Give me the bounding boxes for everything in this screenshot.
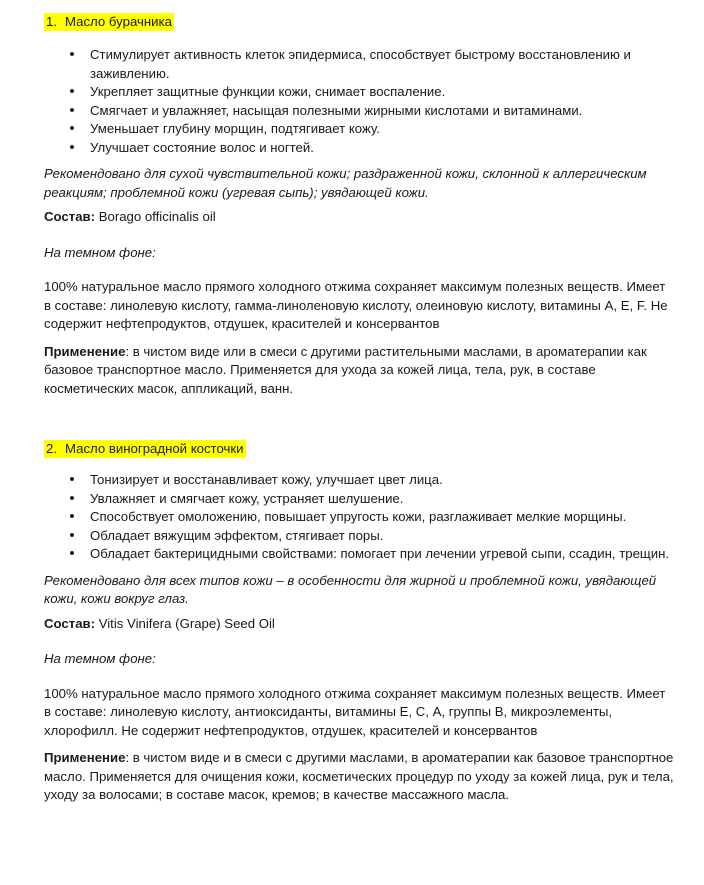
bullet-icon: • <box>69 489 75 507</box>
heading-title: Масло бурачника <box>65 14 172 29</box>
heading-number: 2. <box>46 441 57 456</box>
composition-label: Состав: <box>44 209 96 224</box>
heading-title: Масло виноградной косточки <box>65 441 244 456</box>
usage-label: Применение <box>44 343 126 359</box>
bullet-icon: • <box>69 83 75 100</box>
bullet-icon: • <box>69 101 75 119</box>
list-item <box>44 490 674 509</box>
composition-value: Vitis Vinifera (Grape) Seed Oil <box>95 615 275 631</box>
heading-number: 1. <box>46 14 57 29</box>
bullet-icon: • <box>69 471 75 488</box>
section-borage-oil <box>44 11 674 398</box>
usage-text: : в чистом виде и в смеси с другими маслами, в ароматерапии как базовое транспортное масло. Применяется для очищения кожи, косметических процедур по уходу за кожей лица, рук и тела, уходу за волосами; в составе масок, кремов; в качестве массажного масла. <box>44 750 674 802</box>
bullet-icon: • <box>69 508 75 525</box>
background-note: На темном фоне: <box>44 244 156 260</box>
list-item <box>44 83 674 102</box>
composition-line <box>44 615 674 634</box>
usage-text: : в чистом виде или в смеси с другими растительными маслами, в ароматерапии как базовое транспортное масло. Применяется для ухода за кожей лица, тела, рук, в составе косметических масок, аппликаций, ванн. <box>44 343 647 396</box>
list-item-text: Способствует омоложению, повышает упругость кожи, разглаживает мелкие морщины. <box>90 509 627 524</box>
list-item <box>44 527 674 546</box>
natural-description: 100% натуральное масло прямого холодного отжима сохраняет максимум полезных веществ. Имеет в составе: линолевую кислоту, антиоксиданты, витамины Е, С, А, группы В, микроэлементы, хлорофилл. Не содержит нефтепродуктов, отдушек, красителей и консервантов <box>44 685 666 738</box>
bullet-icon: • <box>69 545 75 562</box>
usage-paragraph <box>44 343 674 399</box>
list-item <box>44 102 674 121</box>
list-item-text: Смягчает и увлажняет, насыщая полезными жирными кислотами и витаминами. <box>90 102 583 118</box>
bullet-icon: • <box>69 46 75 63</box>
list-item <box>44 545 674 564</box>
list-item <box>44 139 674 158</box>
list-item-text: Обладает вяжущим эффектом, стягивает поры. <box>90 527 384 543</box>
usage-paragraph <box>44 749 674 805</box>
benefits-list <box>44 46 674 157</box>
recommendation-text: Рекомендовано для сухой чувствительной кожи; раздраженной кожи, склонной к аллергическим реакциям; проблемной кожи (угревая сыпь); увядающей кожи. <box>44 166 647 200</box>
list-item-text: Уменьшает глубину морщин, подтягивает кожу. <box>90 121 380 136</box>
section-grape-seed-oil <box>44 438 674 805</box>
section-heading <box>44 11 674 33</box>
composition-line <box>44 208 674 227</box>
list-item <box>44 46 674 83</box>
composition-label: Состав: <box>44 615 96 631</box>
natural-description: 100% натуральное масло прямого холодного отжима сохраняет максимум полезных веществ. Имеет в составе: линолевую кислоту, гамма-линоленовую кислоту, олеиновую кислоту, витамины А, Е, F. Не содержит нефтепродуктов, отдушек, красителей и консервантов <box>44 279 668 331</box>
recommendation-text: Рекомендовано для всех типов кожи – в особенности для жирной и проблемной кожи, увядающей кожи, кожи вокруг глаз. <box>44 572 657 606</box>
list-item <box>44 508 674 527</box>
benefits-list <box>44 471 674 564</box>
bullet-icon: • <box>69 120 75 137</box>
list-item-text: Обладает бактерицидными свойствами: помогает при лечении угревой сыпи, ссадин, трещин. <box>90 546 670 561</box>
list-item-text: Улучшает состояние волос и ногтей. <box>90 139 314 155</box>
list-item-text: Тонизирует и восстанавливает кожу, улучшает цвет лица. <box>90 472 443 487</box>
list-item-text: Увлажняет и смягчает кожу, устраняет шелушение. <box>90 490 404 506</box>
section-heading <box>44 438 674 460</box>
highlighted-title <box>44 440 246 458</box>
list-item <box>44 120 674 139</box>
highlighted-title <box>44 13 174 31</box>
list-item-text: Стимулирует активность клеток эпидермиса, способствует быстрому восстановлению и заживлению. <box>90 47 631 81</box>
bullet-icon: • <box>69 526 75 544</box>
background-note: На темном фоне: <box>44 651 156 666</box>
list-item <box>44 471 674 490</box>
bullet-icon: • <box>69 138 75 156</box>
list-item-text: Укрепляет защитные функции кожи, снимает воспаление. <box>90 84 446 99</box>
composition-value: Borago officinalis oil <box>95 209 216 224</box>
usage-label: Применение <box>44 750 126 765</box>
